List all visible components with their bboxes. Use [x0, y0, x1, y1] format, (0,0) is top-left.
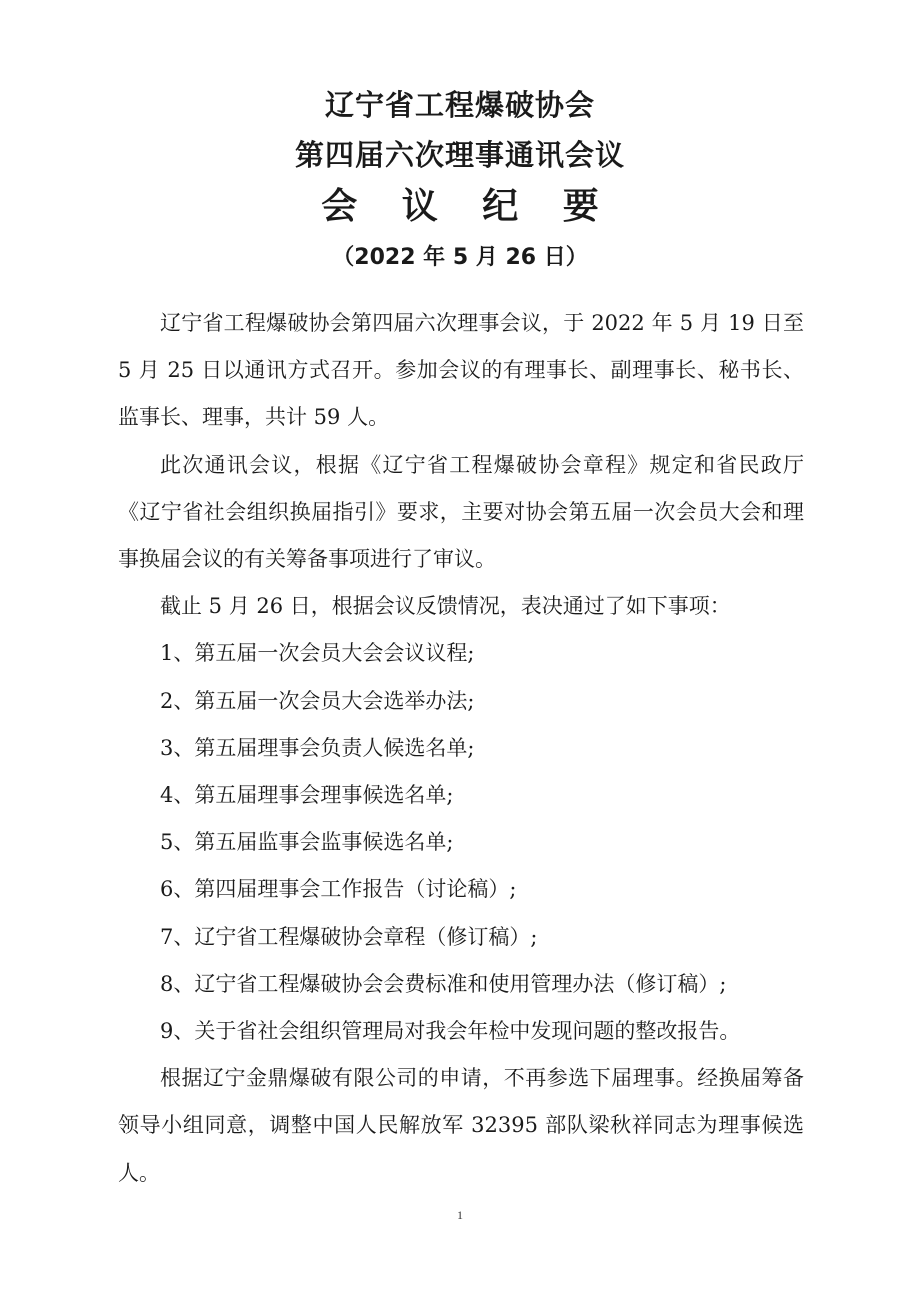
list-item: 5、第五届监事会监事候选名单;: [160, 830, 454, 855]
list-item: 1、第五届一次会员大会会议议程;: [160, 641, 475, 666]
list-item: 2、第五届一次会员大会选举办法;: [160, 688, 475, 713]
paragraph-closing: 根据辽宁金鼎爆破有限公司的申请，不再参选下届理事。经换届筹备领导小组同意，调整中国人民解放军 32395 部队梁秋祥同志为理事候选人。: [118, 1066, 804, 1185]
list-item: 4、第五届理事会理事候选名单;: [160, 783, 454, 808]
list-item: 3、第五届理事会负责人候选名单;: [160, 735, 475, 760]
paragraph-purpose: 此次通讯会议，根据《辽宁省工程爆破协会章程》规定和省民政厅《辽宁省社会组织换届指引》要求，主要对协会第五届一次会员大会和理事换届会议的有关筹备事项进行了审议。: [118, 452, 804, 572]
list-item: 8、辽宁省工程爆破协会会费标准和使用管理办法（修订稿）;: [160, 971, 727, 996]
page-number: 1: [457, 1208, 463, 1222]
list-item: 7、辽宁省工程爆破协会章程（修订稿）;: [160, 924, 538, 949]
paragraph-resolution: 截止 5 月 26 日，根据会议反馈情况，表决通过了如下事项：: [160, 594, 731, 619]
org-title: 辽宁省工程爆破协会: [324, 88, 595, 122]
list-item: 9、关于省社会组织管理局对我会年检中发现问题的整改报告。: [160, 1019, 741, 1044]
doc-type-title: 会 议 纪 要: [321, 186, 615, 227]
document-body: [118, 300, 804, 1197]
meeting-title: 第四届六次理事通讯会议: [294, 138, 625, 172]
list-item: 6、第四届理事会工作报告（讨论稿）;: [160, 877, 517, 902]
paragraph-intro: 辽宁省工程爆破协会第四届六次理事会议，于 2022 年 5 月 19 日至 5 月 25 日以通讯方式召开。参加会议的有理事长、副理事长、秘书长、监事长、理事，共计 59 人。: [118, 311, 804, 430]
doc-date: （2022 年 5 月 26 日）: [332, 245, 588, 270]
title-block: [0, 82, 920, 278]
